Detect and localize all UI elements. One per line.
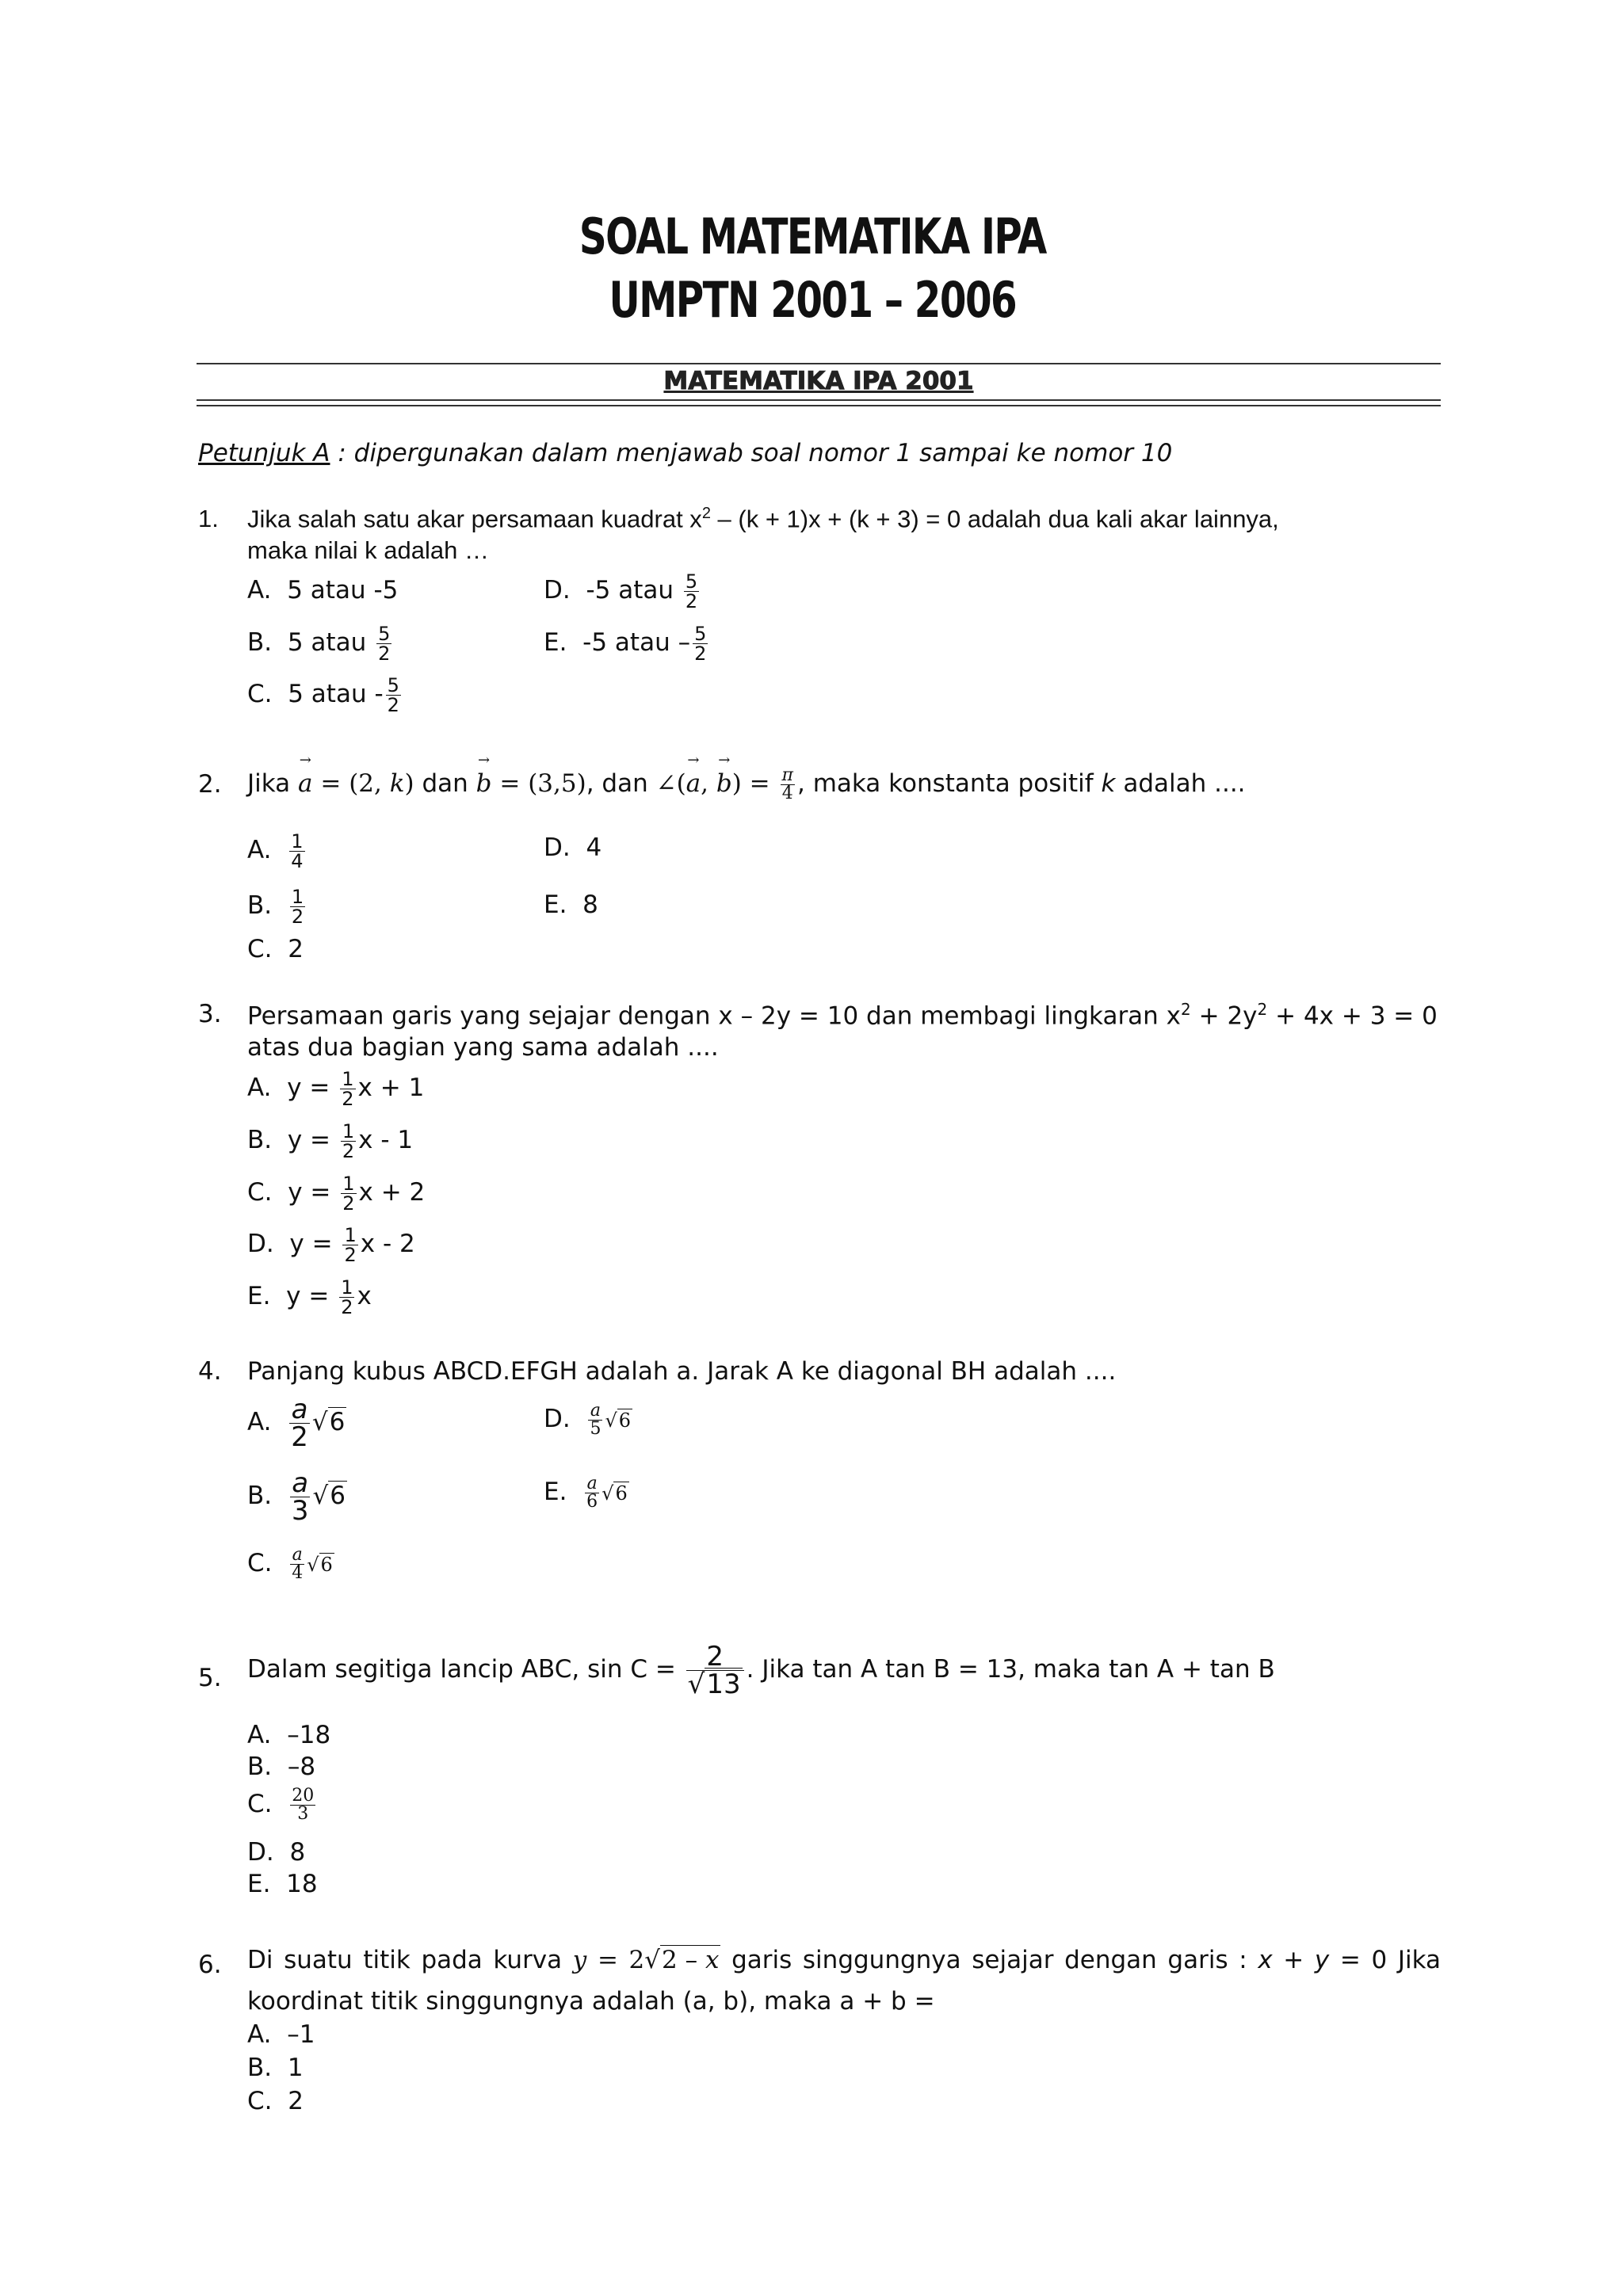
q4-option-e: E. $\frac{a}{6}$ √6 [544, 1474, 628, 1512]
q5-option-c: C. $\frac{20}{3}$ [247, 1786, 315, 1824]
q2-option-e-text: 8 [582, 891, 598, 919]
q6-option-b: B. 1 [247, 2054, 304, 2082]
q4-option-e-fraction: $\frac{a}{6}$ [586, 1474, 598, 1512]
q4-option-b-fraction: $\frac{a}{3}$ [291, 1467, 309, 1527]
top-rule [197, 363, 1441, 364]
q5-option-a: A. –18 [247, 1721, 331, 1749]
q1-option-c-fraction: $\frac{5}{2}$ [387, 674, 399, 716]
q6-text-b: garis singgungnya sejajar dengan garis : [731, 1946, 1247, 1974]
q1-option-c: C. 5 atau - $\frac{5}{2}$ [247, 674, 399, 716]
q5-option-b-text: –8 [287, 1753, 316, 1781]
q2-text-a: Jika [247, 769, 291, 798]
q6-text-line2: koordinat titik singgungnya adalah (a, b), maka a + b = [247, 1987, 935, 2016]
q3-option-d: D. y = $\frac{1}{2}$ x - 2 [247, 1224, 415, 1266]
q6-option-a-text: –1 [287, 2020, 315, 2049]
q2-option-c-text: 2 [288, 935, 304, 963]
q2-option-c: C. 2 [247, 935, 304, 963]
q4-option-b: B. $\frac{a}{3}$ √6 [247, 1467, 346, 1527]
q3-option-e: E. y = $\frac{1}{2}$ x [247, 1276, 372, 1318]
q2-vector-b-expr: → b = (3,5) [476, 769, 586, 798]
q6-line-y: y [1314, 1946, 1330, 1974]
q1-text-line1 [247, 505, 1279, 533]
q5-option-e-text: 18 [286, 1870, 318, 1898]
q1-option-a: A. 5 atau -5 [247, 576, 399, 605]
q4-number: 4. [198, 1357, 222, 1386]
q6-text-line1: Di suatu titik pada kurva y = 2√2 – x garis singgungnya sejajar dengan garis : x + y = 0 Jika [247, 1946, 1442, 1974]
q3-option-a-text: x + 1 [357, 1074, 425, 1102]
q2-pi-over-4: $\frac{\pi}{4}$ [781, 765, 793, 803]
q4-option-c: C. $\frac{a}{4}$ √6 [247, 1545, 333, 1583]
title-line-1: SOAL MATEMATIKA IPA [579, 208, 1046, 265]
q1-option-d-text: -5 atau [586, 576, 674, 605]
q5-text-a: Dalam segitiga lancip ABC, sin C = [247, 1655, 676, 1684]
q1-option-d: D. -5 atau $\frac{5}{2}$ [544, 570, 698, 612]
q2-number: 2. [198, 770, 222, 799]
q5-text-b: . Jika tan A tan B = 13, maka tan A + tan B [746, 1655, 1275, 1684]
q2-option-a-fraction: $\frac{1}{4}$ [291, 830, 304, 872]
q6-option-a: A. –1 [247, 2020, 315, 2049]
q6-option-b-text: 1 [287, 2054, 304, 2082]
q2-vector-a-expr: → a = (2, k) [298, 769, 414, 798]
q1-option-b-fraction: $\frac{5}{2}$ [378, 623, 391, 665]
q5-option-d-text: 8 [289, 1838, 306, 1867]
q1-option-b: B. 5 atau $\frac{5}{2}$ [247, 623, 391, 665]
q3-option-b-text: x - 1 [358, 1126, 414, 1154]
q2-text-c: adalah .... [1123, 769, 1246, 798]
q5-option-e: E. 18 [247, 1870, 318, 1898]
q3-text-b: + 2y [1190, 1001, 1258, 1031]
q3-option-e-text: x [357, 1282, 372, 1310]
q3-text-c: + 4x + 3 = 0 [1267, 1001, 1438, 1031]
q3-option-c: C. y = $\frac{1}{2}$ x + 2 [247, 1173, 426, 1215]
q1-option-d-fraction: $\frac{5}{2}$ [685, 570, 698, 612]
q3-option-c-fraction: $\frac{1}{2}$ [342, 1173, 355, 1215]
q5-sin-fraction: $\frac{2}{√13}$ [686, 1643, 744, 1698]
q6-sqrt: √2 – x [644, 1946, 720, 1974]
instruction-text: : dipergunakan dalam menjawab soal nomor 1 sampai ke nomor 10 [330, 439, 1173, 467]
q6-curve-expr: y = 2√2 – x [572, 1946, 720, 1974]
q1-text-b: – (k + 1)x + (k + 3) = 0 adalah dua kali akar lainnya, [710, 505, 1279, 533]
q1-text-a: Jika salah satu akar persamaan kuadrat x [247, 505, 702, 533]
q3-text-line2: atas dua bagian yang sama adalah .... [247, 1033, 719, 1062]
section-heading: MATEMATIKA IPA 2001 [663, 367, 974, 395]
q3-option-e-fraction: $\frac{1}{2}$ [341, 1276, 353, 1318]
q3-option-a: A. y = $\frac{1}{2}$ x + 1 [247, 1068, 425, 1110]
q2-text: Jika → a = (2, k) dan → b = (3,5), dan ∠(→ a, → b) = $\frac{\pi}{4}$ , maka konstanta positif k adalah .... [247, 767, 1246, 803]
q4-option-c-fraction: $\frac{a}{4}$ [292, 1545, 304, 1583]
q5-number: 5. [198, 1664, 222, 1692]
q5-text [247, 1643, 1275, 1698]
q4-option-d-fraction: $\frac{a}{5}$ [590, 1401, 601, 1439]
q2-option-e: E. 8 [544, 891, 598, 919]
q4-option-b-sqrt: √6 [312, 1482, 346, 1510]
q3-text-line1 [247, 1000, 1438, 1030]
q1-number: 1. [198, 505, 219, 532]
q4-option-d-sqrt: √6 [605, 1409, 632, 1432]
q6-option-c-text: 2 [288, 2087, 304, 2115]
q4-option-a-fraction: $\frac{a}{2}$ [291, 1394, 308, 1453]
q1-option-e-fraction: $\frac{5}{2}$ [694, 623, 707, 665]
bottom-rule-1 [197, 399, 1441, 401]
q3-option-b: B. y = $\frac{1}{2}$ x - 1 [247, 1120, 414, 1162]
q3-text-a: Persamaan garis yang sejajar dengan x – 2y = 10 dan membagi lingkaran x [247, 1001, 1182, 1031]
q4-text: Panjang kubus ABCD.EFGH adalah a. Jarak A ke diagonal BH adalah .... [247, 1357, 1117, 1386]
q4-option-a: A. $\frac{a}{2}$ √6 [247, 1394, 346, 1453]
q5-option-c-fraction: $\frac{20}{3}$ [292, 1786, 315, 1824]
q6-option-c: C. 2 [247, 2087, 304, 2115]
q2-option-a: A. $\frac{1}{4}$ [247, 830, 304, 872]
q4-option-e-sqrt: √6 [601, 1482, 628, 1505]
q1-option-e: E. -5 atau – $\frac{5}{2}$ [544, 623, 707, 665]
instruction-label: Petunjuk A [198, 439, 330, 467]
q2-k-var: k [1101, 769, 1116, 798]
q2-text-b: , maka konstanta positif [796, 769, 1094, 798]
q3-option-c-text: x + 2 [358, 1178, 426, 1207]
q4-option-a-sqrt: √6 [311, 1408, 346, 1436]
q5-option-b: B. –8 [247, 1753, 316, 1781]
q1-option-c-text: 5 atau - [288, 680, 384, 708]
q6-line-expr: x [1258, 1946, 1273, 1974]
q2-option-b: B. $\frac{1}{2}$ [247, 886, 304, 928]
q2-option-d: D. 4 [544, 833, 602, 862]
instruction [198, 439, 1172, 467]
q1-option-a-text: 5 atau -5 [287, 576, 399, 605]
q3-exp-2: 2 [1257, 1000, 1268, 1019]
q3-option-b-fraction: $\frac{1}{2}$ [342, 1120, 355, 1162]
q5-option-a-text: –18 [287, 1721, 331, 1749]
q2-option-d-text: 4 [586, 833, 602, 862]
q3-option-a-fraction: $\frac{1}{2}$ [342, 1068, 354, 1110]
q3-option-d-fraction: $\frac{1}{2}$ [344, 1224, 357, 1266]
q2-angle-expr: ∠(→ a, → b) = $\frac{\pi}{4}$ [656, 769, 797, 798]
q3-option-d-text: x - 2 [360, 1230, 415, 1258]
q4-option-d: D. $\frac{a}{5}$ √6 [544, 1401, 632, 1439]
q3-number: 3. [198, 1000, 222, 1028]
q6-text-a: Di suatu titik pada kurva [247, 1946, 563, 1974]
q1-exponent: 2 [701, 505, 711, 522]
q3-exp-1: 2 [1181, 1000, 1191, 1019]
bottom-rule-2 [197, 405, 1441, 406]
q5-option-d: D. 8 [247, 1838, 306, 1867]
q6-number: 6. [198, 1951, 222, 1979]
title-line-2: UMPTN 2001 – 2006 [609, 271, 1017, 329]
q6-text-c: = 0 Jika [1339, 1946, 1442, 1974]
q1-option-e-text: -5 atau – [582, 628, 691, 657]
q1-option-b-text: 5 atau [287, 628, 367, 657]
q1-text-line2: maka nilai k adalah … [247, 536, 489, 564]
q2-option-b-fraction: $\frac{1}{2}$ [291, 886, 304, 928]
q5-sqrt-13: √13 [687, 1669, 741, 1700]
q4-option-c-sqrt: √6 [307, 1554, 333, 1576]
